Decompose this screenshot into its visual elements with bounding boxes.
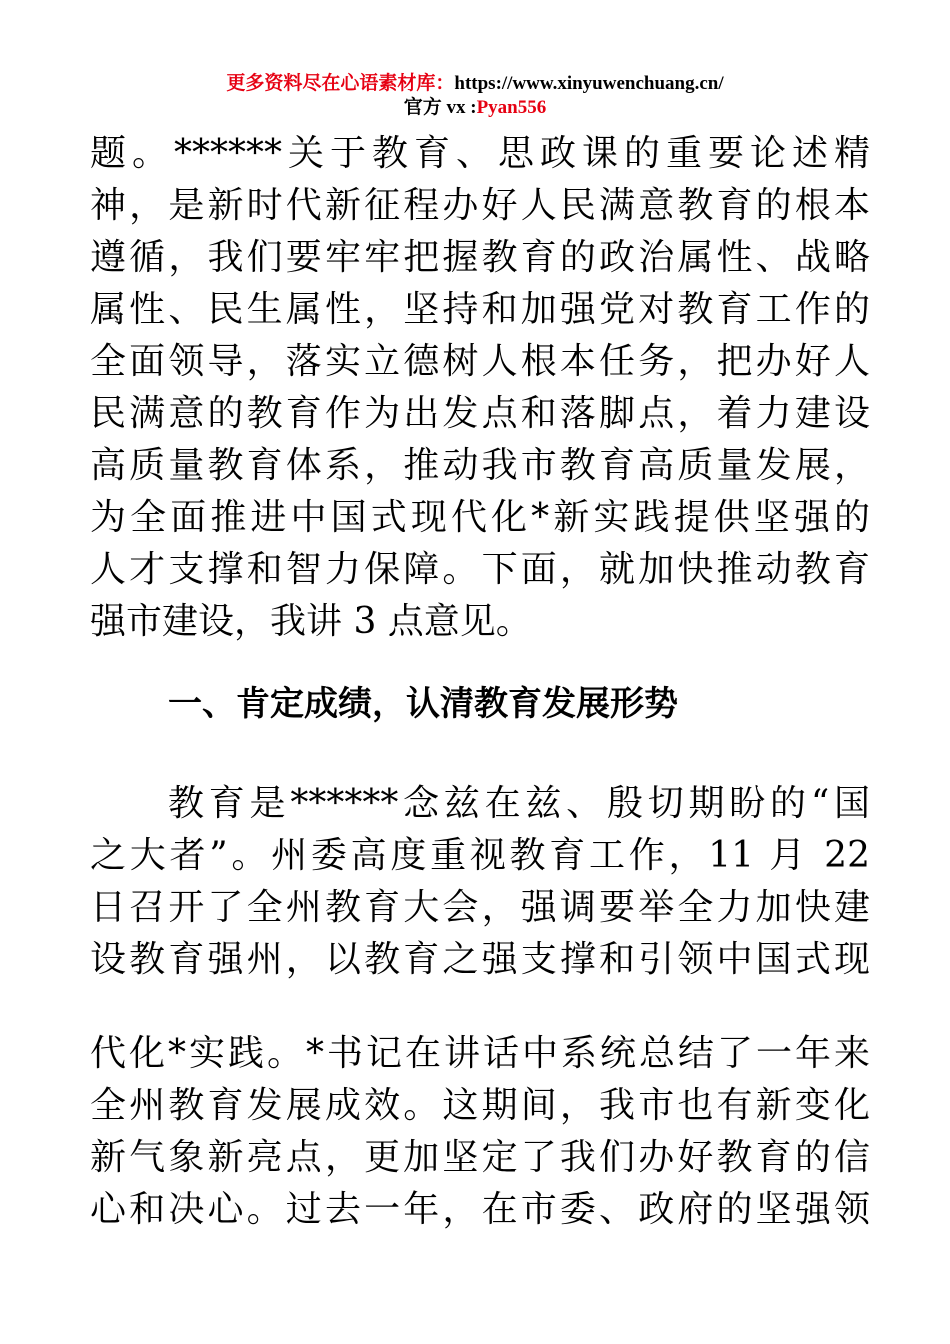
text-line: 高质量教育体系，推动我市教育高质量发展， [90, 445, 870, 486]
text-line: 全州教育发展成效。这期间，我市也有新变化 [90, 1085, 870, 1126]
text-line: 为全面推进中国式现代化*新实践提供坚强的 [90, 497, 870, 538]
text-line: 新气象新亮点，更加坚定了我们办好教育的信 [90, 1137, 870, 1178]
text-line: 日召开了全州教育大会，强调要举全力加快建 [90, 887, 870, 928]
text-line: 全面领导，落实立德树人根本任务，把办好人 [90, 341, 870, 382]
header-promo-line [0, 72, 950, 96]
text-line: 遵循，我们要牢牢把握教育的政治属性、战略 [90, 237, 870, 278]
text-line: 强市建设，我讲 3 点意见。 [90, 601, 532, 642]
text-line: 心和决心。过去一年，在市委、政府的坚强领 [90, 1189, 870, 1230]
text-line: 神，是新时代新征程办好人民满意教育的根本 [90, 185, 870, 226]
header-url-link[interactable]: https://www.xinyuwenchuang.cn/ [454, 73, 724, 94]
section-heading: 一、肯定成绩，认清教育发展形势 [168, 684, 678, 724]
header-vx-id: Pyan556 [476, 97, 547, 118]
header-promo-text: 更多资料尽在心语素材库： [226, 73, 455, 94]
text-line: 代化*实践。*书记在讲话中系统总结了一年来 [90, 1033, 870, 1074]
text-line: 教育是******念兹在兹、殷切期盼的“国 [168, 783, 870, 824]
text-line: 属性、民生属性，坚持和加强党对教育工作的 [90, 289, 870, 330]
text-line: 设教育强州，以教育之强支撑和引领中国式现 [90, 939, 870, 980]
text-line: 民满意的教育作为出发点和落脚点，着力建设 [90, 393, 870, 434]
text-line: 人才支撑和智力保障。下面，就加快推动教育 [90, 549, 870, 590]
text-line: 之大者”。州委高度重视教育工作，11 月 22 [90, 835, 870, 876]
text-line: 题。******关于教育、思政课的重要论述精 [90, 133, 870, 174]
header-vx-label: 官方 vx : [403, 97, 477, 118]
header-contact-line [0, 96, 950, 120]
